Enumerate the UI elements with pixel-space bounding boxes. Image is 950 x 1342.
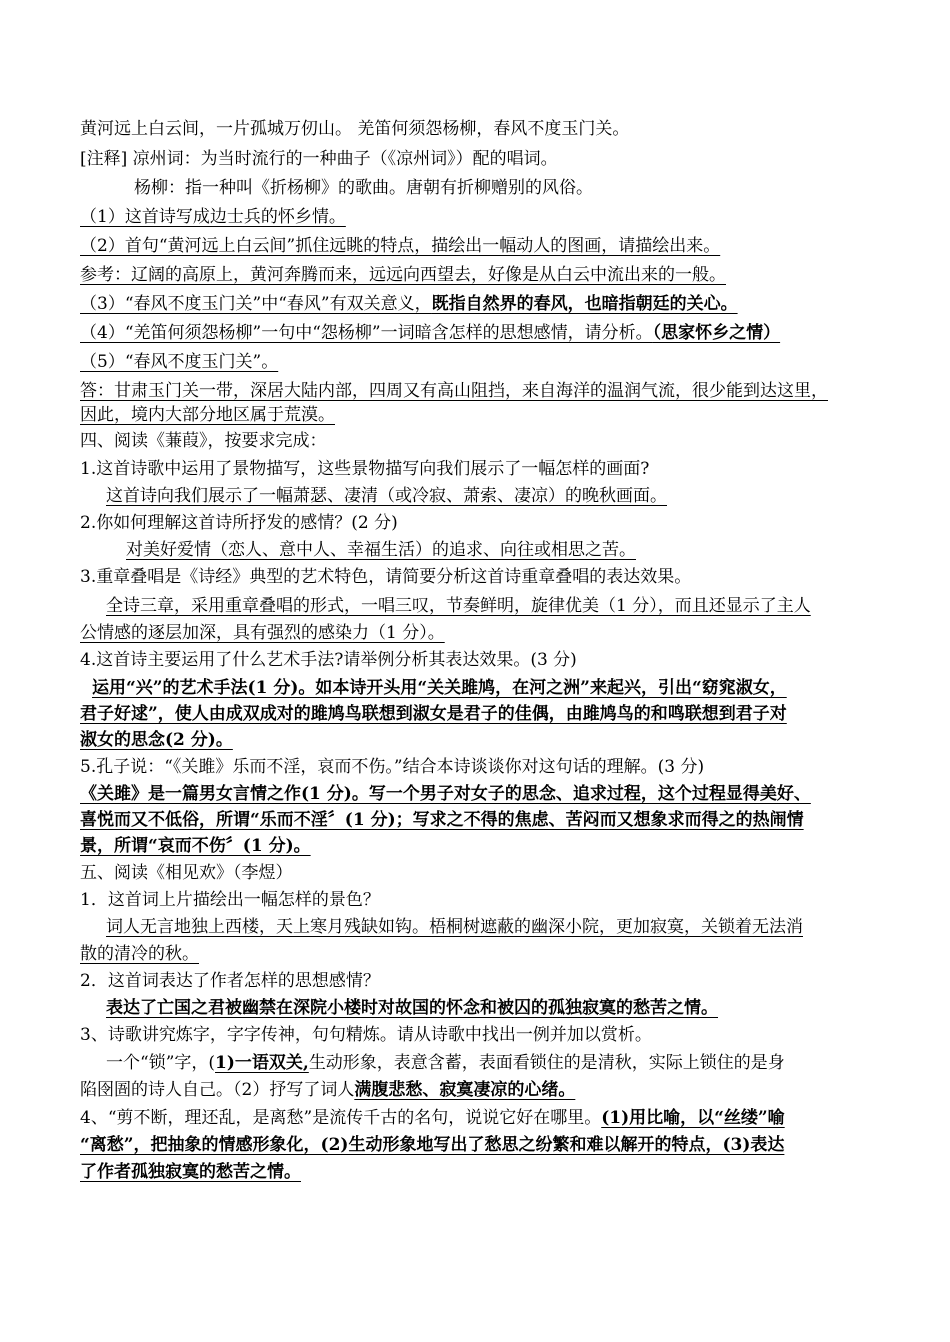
s4-q4-question: 4.这首诗主要运用了什么艺术手法?请举例分析其表达效果。(3 分) xyxy=(80,650,577,670)
s4-q5-answer-line1: 《关雎》是一篇男女言情之作(1 分)。写一个男子对女子的思念、追求过程，这个过程显得美好、 xyxy=(80,784,811,804)
s5-q3-answer-line2-text: 陷囹圄的诗人自己。（2）抒写了词人 xyxy=(80,1080,355,1100)
s4-q2-answer: 对美好爱情（恋人、意中人、幸福生活）的追求、向往或相思之苦。 xyxy=(126,540,636,560)
q1-answer: （1）这首诗写成边士兵的怀乡情。 xyxy=(80,207,346,227)
s5-q2-answer: 表达了亡国之君被幽禁在深院小楼时对故国的怀念和被囚的孤独寂寞的愁苦之情。 xyxy=(106,998,718,1018)
q5-answer-line1: 答：甘肃玉门关一带，深居大陆内部，四周又有高山阻挡，来自海洋的温润气流，很少能到达这里， xyxy=(80,381,828,401)
s5-q4-text: 4、“剪不断，理还乱，是离愁”是流传千古的名句，说说它好在哪里。 xyxy=(80,1108,602,1128)
s4-q5-answer-line2: 喜悦而又不低俗，所谓“乐而不淫〞(1 分)；写求之不得的焦虑、苦闷而又想象求而得之的热闹情 xyxy=(80,810,804,830)
s4-q4-answer-line2: 君子好逑”，使人由成双成对的雎鸠鸟联想到淑女是君子的佳偶，由雎鸠鸟的和鸣联想到君子对 xyxy=(80,704,787,724)
s5-q1-answer-line2: 散的清冷的秋。 xyxy=(80,944,199,964)
s5-q3-answer-line2 xyxy=(80,1077,575,1103)
annotation-yangliu: 杨柳：指一种叫《折杨柳》的歌曲。唐朝有折柳赠别的风俗。 xyxy=(134,178,593,198)
annotation-liangzhouci: [注释] 凉州词：为当时流行的一种曲子（《凉州词》）配的唱词。 xyxy=(80,149,558,169)
q2-question: （2）首句“黄河远上白云间”抓住远眺的特点，描绘出一幅动人的图画，请描绘出来。 xyxy=(80,236,721,256)
section-five-heading: 五、阅读《相见欢》（李煜） xyxy=(80,863,293,883)
s5-q3-question: 3、诗歌讲究炼字，字字传神，句句精炼。请从诗歌中找出一例并加以赏析。 xyxy=(80,1025,652,1045)
s4-q1-question: 1.这首诗歌中运用了景物描写，这些景物描写向我们展示了一幅怎样的画面? xyxy=(80,459,650,479)
q2-reference-answer: 参考：辽阔的高原上，黄河奔腾而来，远远向西望去，好像是从白云中流出来的一般。 xyxy=(80,265,726,285)
q3-answer: 既指自然界的春风，也暗指朝廷的关心。 xyxy=(431,294,738,314)
s5-q2-question: 2．这首词表达了作者怎样的思想感情？ xyxy=(80,971,380,991)
q5-question: （5）“春风不度玉门关”。 xyxy=(80,352,279,372)
q4-text: （4）“羌笛何须怨杨柳”一句中“怨杨柳”一词暗含怎样的思想感情，请分析。 xyxy=(80,323,653,343)
s4-q3-answer-line2: 公情感的逐层加深，具有强烈的感染力（1 分）。 xyxy=(80,623,445,643)
s4-q3-question: 3.重章叠唱是《诗经》典型的艺术特色，请简要分析这首诗重章叠唱的表达效果。 xyxy=(80,567,692,587)
s5-q3-answer-rest: 生动形象，表意含蓄，表面看锁住的是清秋，实际上锁住的是身 xyxy=(308,1053,785,1073)
s5-q4-answer-line2: “离愁”，把抽象的情感形象化，(2)生动形象地写出了愁思之纷繁和难以解开的特点，(3)表达 xyxy=(80,1135,785,1155)
q4-question xyxy=(80,320,780,346)
s4-q5-question: 5.孔子说：“《关雎》乐而不淫，哀而不伤。”结合本诗谈谈你对这句话的理解。(3 分) xyxy=(80,757,705,777)
q3-text: （3）“春风不度玉门关”中“春风”有双关意义， xyxy=(80,294,432,314)
q4-answer: （思家怀乡之情） xyxy=(652,323,781,343)
s4-q3-answer-line1: 全诗三章，采用重章叠唱的形式，一唱三叹，节奏鲜明，旋律优美（1 分），而且还显示了主人 xyxy=(106,596,811,616)
s4-q5-answer-line3: 景，所谓“哀而不伤〞(1 分)。 xyxy=(80,836,311,856)
s4-q1-answer: 这首诗向我们展示了一幅萧瑟、凄清（或冷寂、萧索、凄凉）的晚秋画面。 xyxy=(106,486,667,506)
s4-q4-answer-line1: 运用“兴”的艺术手法(1 分)。如本诗开头用“关关雎鸠，在河之洲”来起兴，引出“窈窕淑女， xyxy=(92,678,787,698)
s5-q1-question: 1．这首词上片描绘出一幅怎样的景色？ xyxy=(80,890,380,910)
s5-q3-pun-highlight: 1)一语双关, xyxy=(215,1053,309,1073)
poem-lines: 黄河远上白云间，一片孤城万仞山。 羌笛何须怨杨柳，春风不度玉门关。 xyxy=(80,119,630,139)
section-four-heading: 四、阅读《蒹葭》，按要求完成： xyxy=(80,431,327,451)
s5-q3-answer-highlight: 满腹悲愁、寂寞凄凉的心绪。 xyxy=(354,1080,576,1100)
s4-q4-answer-line3: 淑女的思念(2 分)。 xyxy=(80,730,233,750)
q5-answer-line2: 因此，境内大部分地区属于荒漠。 xyxy=(80,405,335,425)
s5-q4-answer-line3: 了作者孤独寂寞的愁苦之情。 xyxy=(80,1162,301,1182)
s5-q3-answer-line1 xyxy=(106,1050,785,1076)
s5-q4-answer-start: (1)用比喻，以“丝缕”喻 xyxy=(601,1108,785,1128)
s5-q3-answer-start: 一个“锁”字，( xyxy=(106,1053,216,1073)
q3-question xyxy=(80,291,738,317)
s4-q2-question: 2.你如何理解这首诗所抒发的感情？(2 分) xyxy=(80,513,398,533)
s5-q1-answer-line1: 词人无言地独上西楼，天上寒月残缺如钩。梧桐树遮蔽的幽深小院，更加寂寞，关锁着无法消 xyxy=(106,917,803,937)
s5-q4-question xyxy=(80,1105,785,1131)
